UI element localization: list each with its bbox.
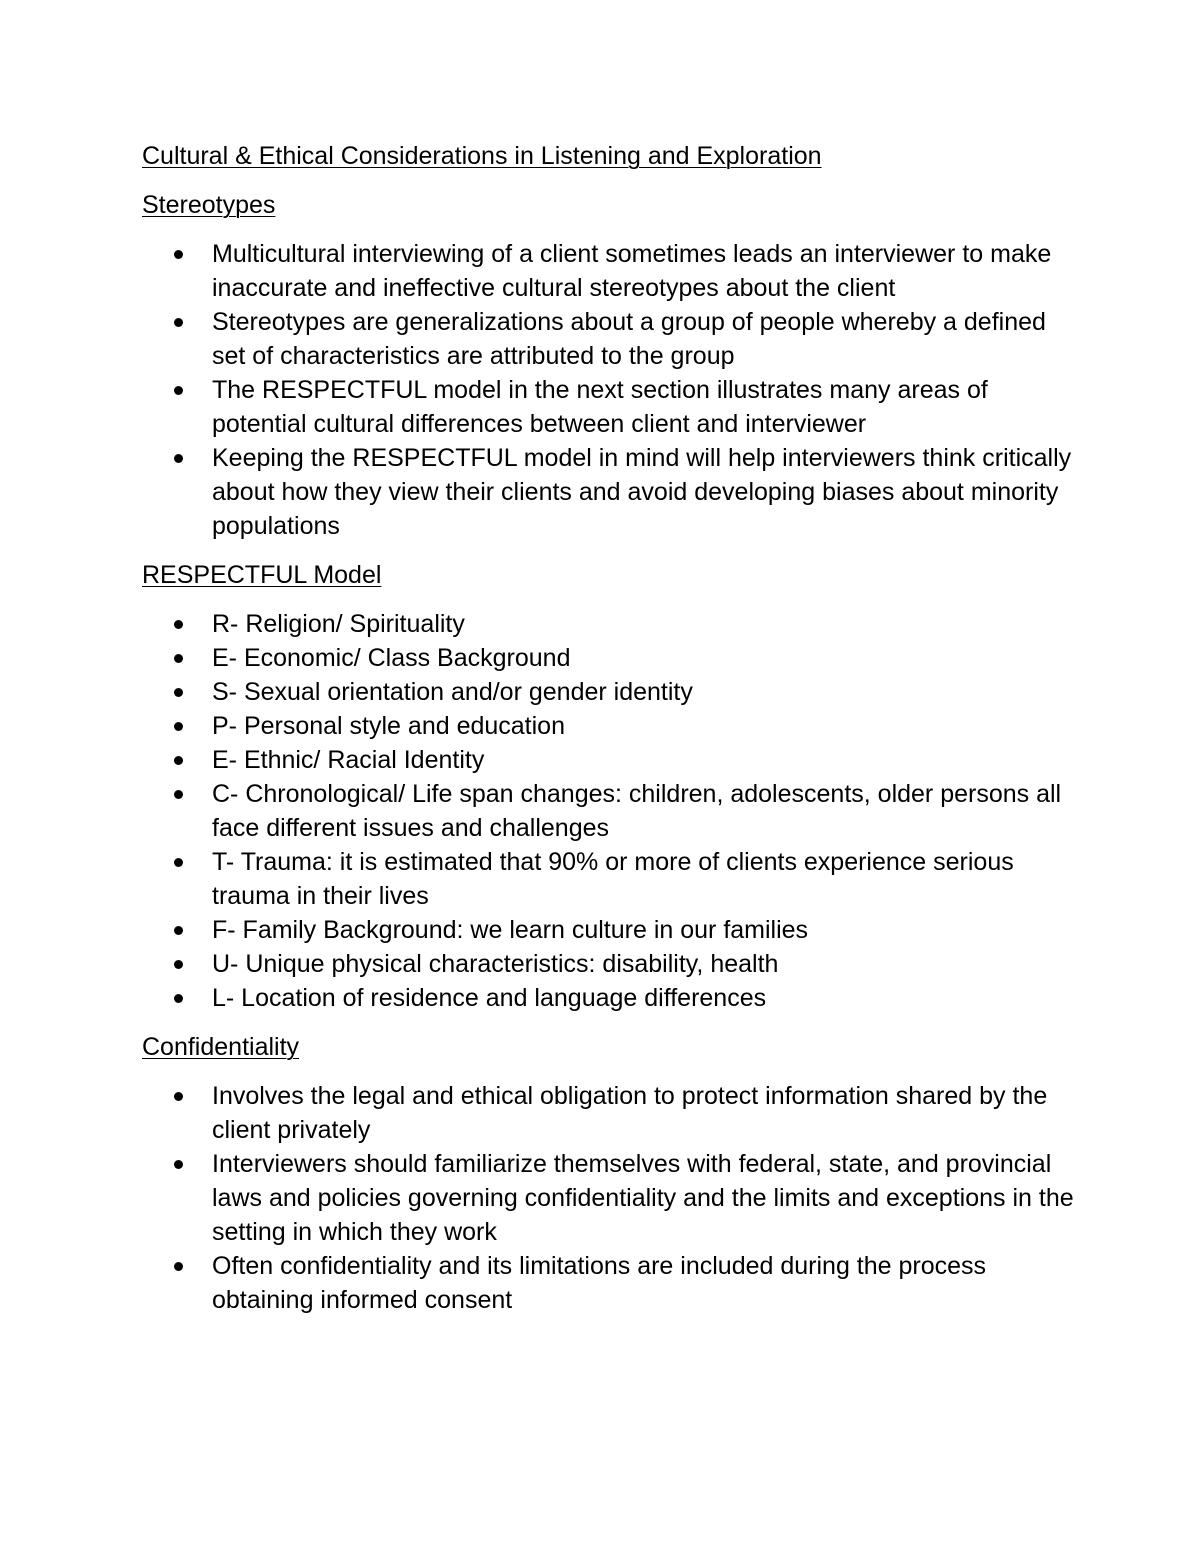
list-item-text: E- Ethnic/ Racial Identity (212, 746, 485, 774)
bullet-icon (174, 250, 183, 259)
bullet-icon (174, 1160, 183, 1169)
bullet-icon (174, 620, 183, 629)
list-item (142, 675, 1082, 709)
list-item (142, 237, 1082, 305)
list-item-text: P- Personal style and education (212, 712, 565, 740)
list-item-text: Often confidentiality and its limitations are included during the process obtaining informed consent (212, 1252, 987, 1314)
bullet-icon (174, 386, 183, 395)
section-heading: Confidentiality (142, 1033, 300, 1061)
list-item (142, 607, 1082, 641)
bullet-icon (174, 1092, 183, 1101)
list-item-text: C- Chronological/ Life span changes: children, adolescents, older persons all face different issues and challenges (212, 780, 1062, 842)
list-item (142, 1249, 1082, 1317)
list-item-text: S- Sexual orientation and/or gender identity (212, 678, 693, 706)
list-item-text: R- Religion/ Spirituality (212, 610, 465, 638)
list-item-text: U- Unique physical characteristics: disability, health (212, 950, 779, 978)
list-item (142, 845, 1082, 913)
list-item (142, 777, 1082, 845)
section-confidentiality (142, 1030, 1082, 1317)
section-heading: Stereotypes (142, 191, 276, 219)
list-item (142, 743, 1082, 777)
document-title: Cultural & Ethical Considerations in Listening and Exploration (142, 142, 822, 170)
section-heading: RESPECTFUL Model (142, 561, 382, 589)
bullet-icon (174, 688, 183, 697)
list-item-text: Involves the legal and ethical obligation to protect information shared by the client privately (212, 1082, 1048, 1144)
document-page (142, 139, 1082, 1332)
list-item-text: Keeping the RESPECTFUL model in mind will help interviewers think critically about how they view their clients and avoid developing biases about minority populations (212, 444, 1072, 540)
bullet-list (142, 237, 1082, 543)
list-item (142, 373, 1082, 441)
list-item-text: T- Trauma: it is estimated that 90% or more of clients experience serious trauma in their lives (212, 848, 1014, 910)
bullet-icon (174, 926, 183, 935)
list-item (142, 709, 1082, 743)
list-item-text: Multicultural interviewing of a client sometimes leads an interviewer to make inaccurate and ineffective cultural stereotypes about the client (212, 240, 1052, 302)
list-item (142, 1147, 1082, 1249)
list-item-text: F- Family Background: we learn culture in our families (212, 916, 809, 944)
list-item-text: The RESPECTFUL model in the next section illustrates many areas of potential cultural differences between client and interviewer (212, 376, 988, 438)
bullet-icon (174, 318, 183, 327)
list-item (142, 641, 1082, 675)
bullet-icon (174, 1262, 183, 1271)
bullet-icon (174, 858, 183, 867)
section-respectful-model (142, 558, 1082, 1015)
bullet-icon (174, 994, 183, 1003)
bullet-list (142, 1079, 1082, 1317)
list-item-text: E- Economic/ Class Background (212, 644, 571, 672)
list-item (142, 441, 1082, 543)
list-item (142, 981, 1082, 1015)
bullet-icon (174, 654, 183, 663)
list-item (142, 947, 1082, 981)
list-item-text: Interviewers should familiarize themselves with federal, state, and provincial laws and policies governing confidentiality and the limits and exceptions in the setting in which they work (212, 1150, 1074, 1246)
section-stereotypes (142, 188, 1082, 543)
list-item (142, 305, 1082, 373)
list-item (142, 913, 1082, 947)
list-item (142, 1079, 1082, 1147)
bullet-icon (174, 790, 183, 799)
list-item-text: L- Location of residence and language differences (212, 984, 767, 1012)
bullet-icon (174, 722, 183, 731)
bullet-list (142, 607, 1082, 1015)
bullet-icon (174, 756, 183, 765)
bullet-icon (174, 960, 183, 969)
bullet-icon (174, 454, 183, 463)
list-item-text: Stereotypes are generalizations about a group of people whereby a defined set of characteristics are attributed to the group (212, 308, 1046, 370)
